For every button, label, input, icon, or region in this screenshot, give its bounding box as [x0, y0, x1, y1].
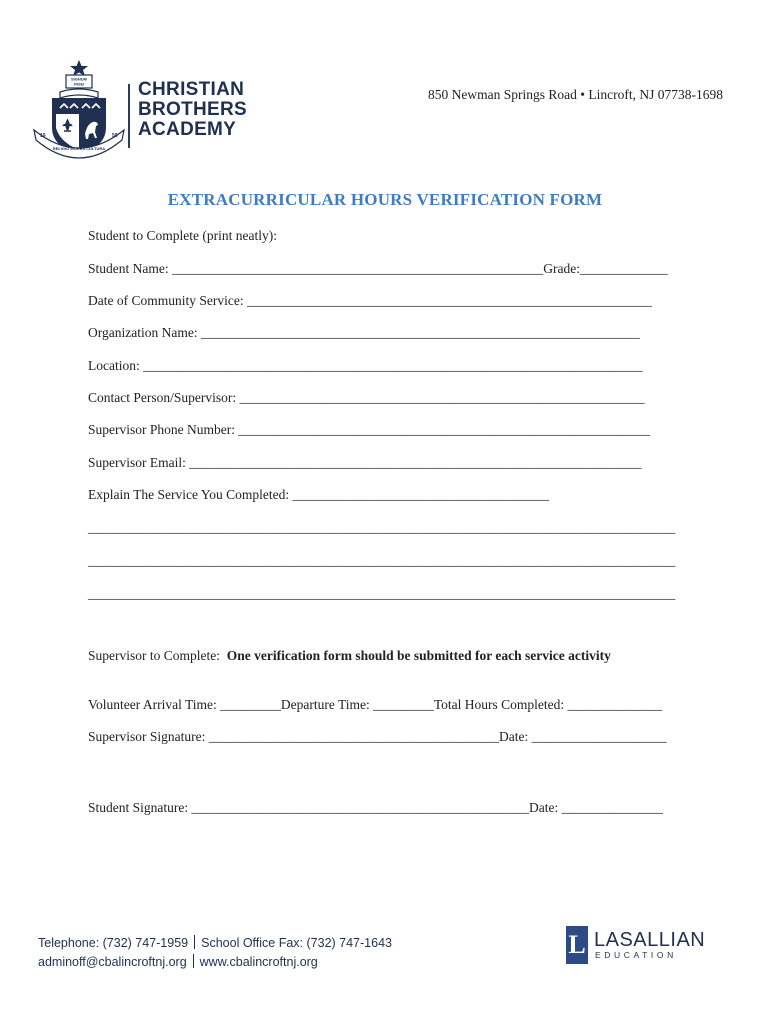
explanation-blank-line[interactable]: _______________________________________________________________________________________	[88, 553, 676, 568]
supervisor-section-intro	[88, 648, 611, 664]
student-section-intro: Student to Complete (print neatly):	[88, 228, 277, 243]
school-name-line2: BROTHERS	[138, 99, 248, 120]
service-date-field[interactable]: Date of Community Service: ____________________________________________________________	[88, 293, 652, 308]
form-title: EXTRACURRICULAR HOURS VERIFICATION FORM	[167, 190, 603, 209]
organization-name-field[interactable]: Organization Name: _________________________________________________________________	[88, 325, 640, 340]
supervisor-signature-field[interactable]: Supervisor Signature: ___________________________________________Date: ____________________	[88, 729, 667, 744]
footer-website[interactable]: www.cbalincroftnj.org	[199, 955, 318, 969]
crest-year-left: 19	[40, 133, 46, 139]
header-divider	[128, 84, 130, 148]
crest-year-right: 59	[112, 133, 118, 139]
footer-telephone: Telephone: (732) 747-1959	[38, 936, 189, 950]
svg-text:SIGNUM: SIGNUM	[71, 76, 87, 82]
student-name-field[interactable]: Student Name: _______________________________________________________Grade:_____________	[88, 261, 668, 276]
supervisor-phone-field[interactable]: Supervisor Phone Number: _____________________________________________________________	[88, 422, 651, 437]
contact-person-field[interactable]: Contact Person/Supervisor: ____________________________________________________________	[88, 390, 645, 405]
lasallian-logo-word: LASALLIAN	[594, 929, 706, 951]
student-signature-field[interactable]: Student Signature: __________________________________________________Date: _______________	[88, 800, 663, 815]
service-explanation-field[interactable]: Explain The Service You Completed: ______________________________________	[88, 487, 549, 502]
location-field[interactable]: Location: __________________________________________________________________________	[88, 358, 643, 373]
crest-ribbon-motto: RELIGIO MORES CULTURA	[52, 146, 106, 151]
footer-contact	[38, 934, 392, 972]
svg-text:FIDEI: FIDEI	[73, 81, 85, 87]
footer-separator	[194, 935, 195, 949]
school-name-line1: CHRISTIAN	[138, 79, 245, 100]
explanation-blank-line[interactable]: _______________________________________________________________________________________	[88, 586, 676, 601]
footer-separator	[193, 954, 194, 968]
cba-crest-logo	[30, 58, 128, 162]
supervisor-intro-note: One verification form should be submitted for each service activity	[226, 648, 611, 663]
star-icon	[70, 60, 88, 76]
volunteer-times-field[interactable]: Volunteer Arrival Time: _________Departure Time: _________Total Hours Completed: ______________	[88, 697, 663, 712]
lasallian-logo-mark	[566, 926, 588, 964]
footer-fax: School Office Fax: (732) 747-1643	[201, 936, 392, 950]
lasallian-logo-sub: EDUCATION	[595, 950, 677, 960]
lasallian-logo-letter: L	[568, 930, 586, 959]
school-name-line3: ACADEMY	[138, 119, 237, 140]
supervisor-intro-label: Supervisor to Complete:	[88, 648, 220, 663]
school-name	[138, 80, 247, 140]
explanation-blank-line[interactable]: _______________________________________________________________________________________	[88, 520, 676, 535]
supervisor-email-field[interactable]: Supervisor Email: ___________________________________________________________________	[88, 455, 642, 470]
footer-email[interactable]: adminoff@cbalincroftnj.org	[38, 955, 187, 969]
school-address: 850 Newman Springs Road • Lincroft, NJ 07738-1698	[428, 87, 723, 102]
